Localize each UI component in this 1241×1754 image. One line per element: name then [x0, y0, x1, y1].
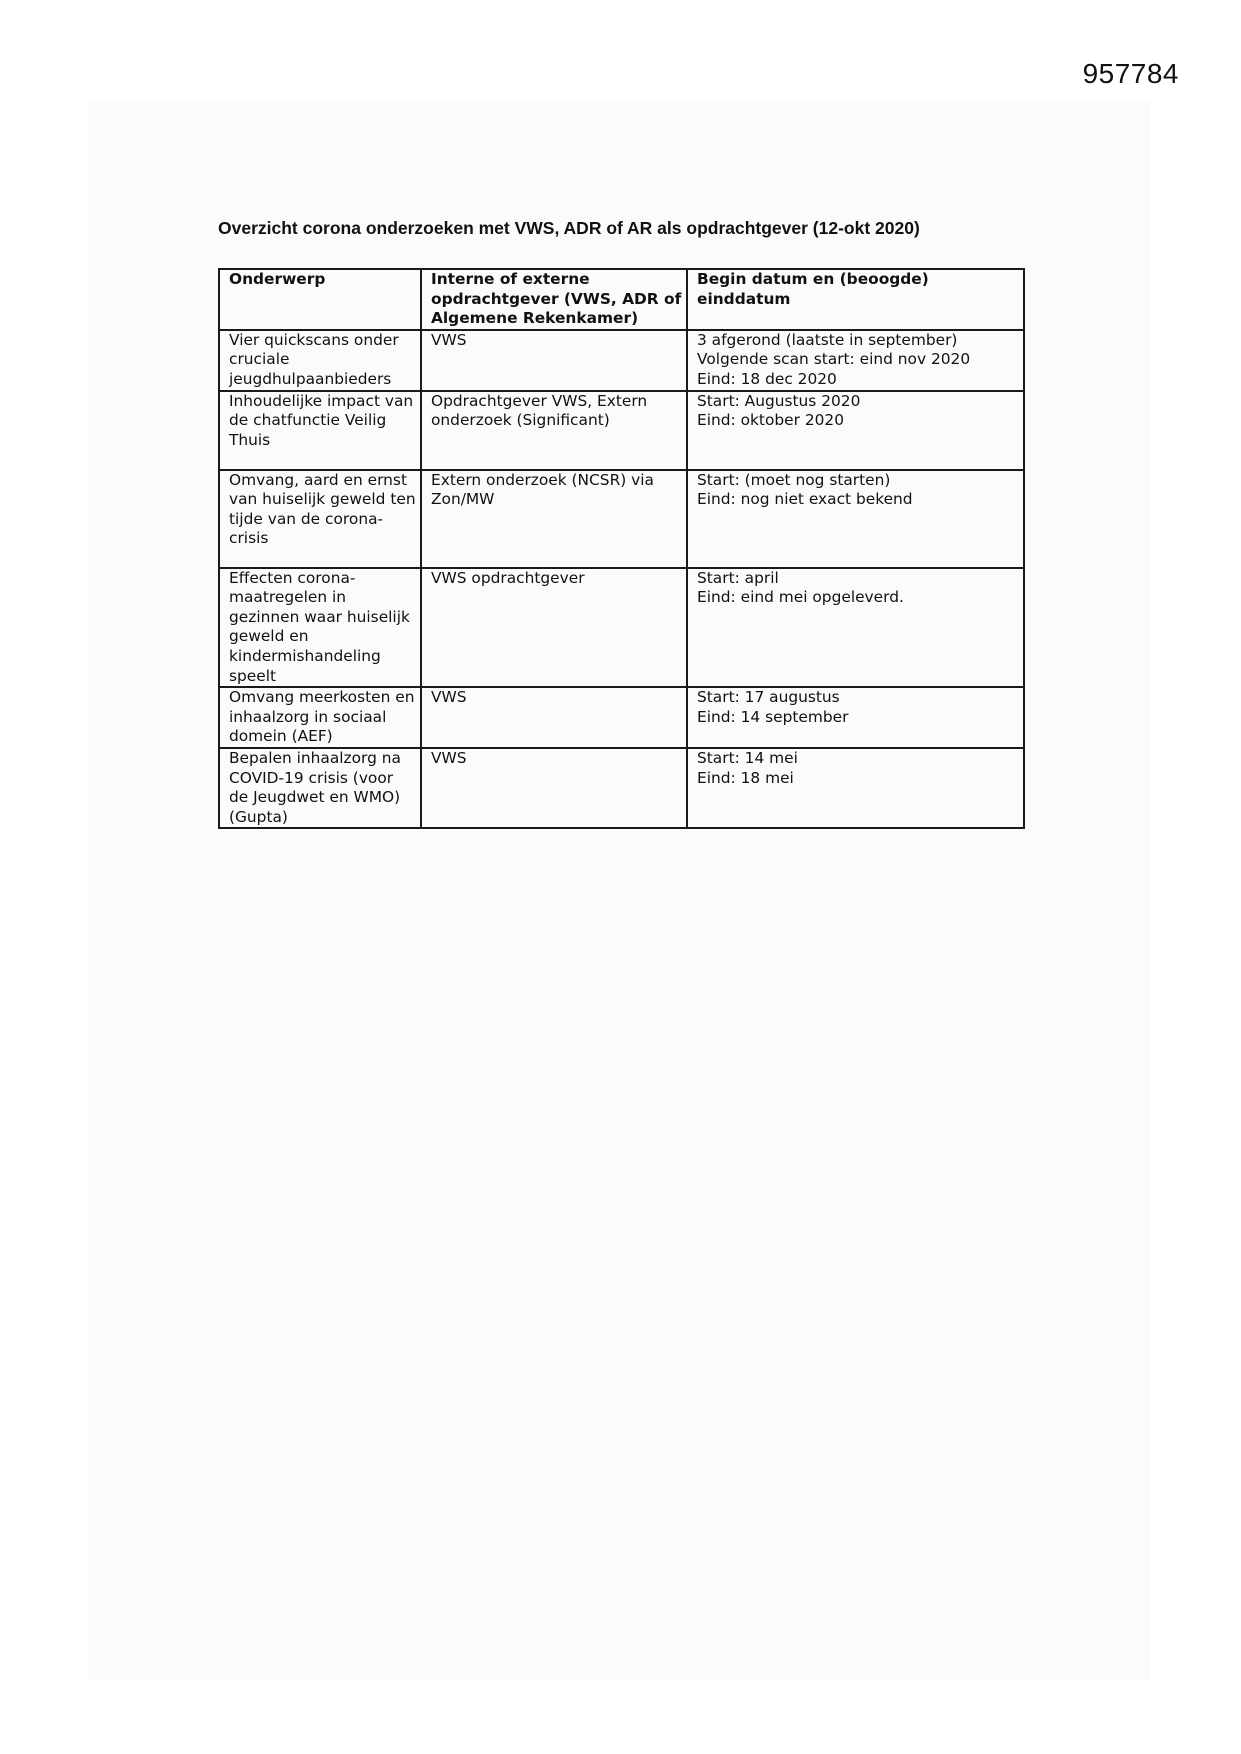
cell-datum: Start: (moet nog starten) Eind: nog niet exact bekend [687, 470, 1024, 568]
cell-onderwerp: Bepalen inhaalzorg na COVID-19 crisis (voor de Jeugdwet en WMO) (Gupta) [219, 748, 421, 828]
header-opdrachtgever: Interne of externe opdrachtgever (VWS, ADR of Algemene Rekenkamer) [421, 269, 687, 330]
cell-opdrachtgever: Opdrachtgever VWS, Extern onderzoek (Significant) [421, 391, 687, 470]
research-overview-table [218, 268, 1025, 829]
cell-opdrachtgever: VWS [421, 687, 687, 748]
cell-datum: Start: 14 mei Eind: 18 mei [687, 748, 1024, 828]
cell-datum: Start: april Eind: eind mei opgeleverd. [687, 568, 1024, 688]
table-header-row [219, 269, 1024, 330]
cell-onderwerp: Omvang meerkosten en inhaalzorg in sociaal domein (AEF) [219, 687, 421, 748]
table-row [219, 330, 1024, 391]
cell-opdrachtgever: Extern onderzoek (NCSR) via Zon/MW [421, 470, 687, 568]
table-row [219, 391, 1024, 470]
cell-onderwerp: Omvang, aard en ernst van huiselijk geweld ten tijde van de corona-crisis [219, 470, 421, 568]
document-title: Overzicht corona onderzoeken met VWS, ADR of AR als opdrachtgever (12-okt 2020) [218, 218, 920, 238]
table-row [219, 470, 1024, 568]
cell-opdrachtgever: VWS [421, 330, 687, 391]
cell-opdrachtgever: VWS opdrachtgever [421, 568, 687, 688]
cell-opdrachtgever: VWS [421, 748, 687, 828]
cell-onderwerp: Effecten corona-maatregelen in gezinnen waar huiselijk geweld en kindermishandeling speelt [219, 568, 421, 688]
header-datum: Begin datum en (beoogde) einddatum [687, 269, 1024, 330]
header-onderwerp: Onderwerp [219, 269, 421, 330]
cell-datum: Start: Augustus 2020 Eind: oktober 2020 [687, 391, 1024, 470]
table-row [219, 568, 1024, 688]
cell-datum: Start: 17 augustus Eind: 14 september [687, 687, 1024, 748]
cell-onderwerp: Vier quickscans onder cruciale jeugdhulpaanbieders [219, 330, 421, 391]
document-id: 957784 [1082, 58, 1179, 89]
table-row [219, 748, 1024, 828]
cell-datum: 3 afgerond (laatste in september) Volgende scan start: eind nov 2020 Eind: 18 dec 2020 [687, 330, 1024, 391]
table-row [219, 687, 1024, 748]
cell-onderwerp: Inhoudelijke impact van de chatfunctie Veilig Thuis [219, 391, 421, 470]
